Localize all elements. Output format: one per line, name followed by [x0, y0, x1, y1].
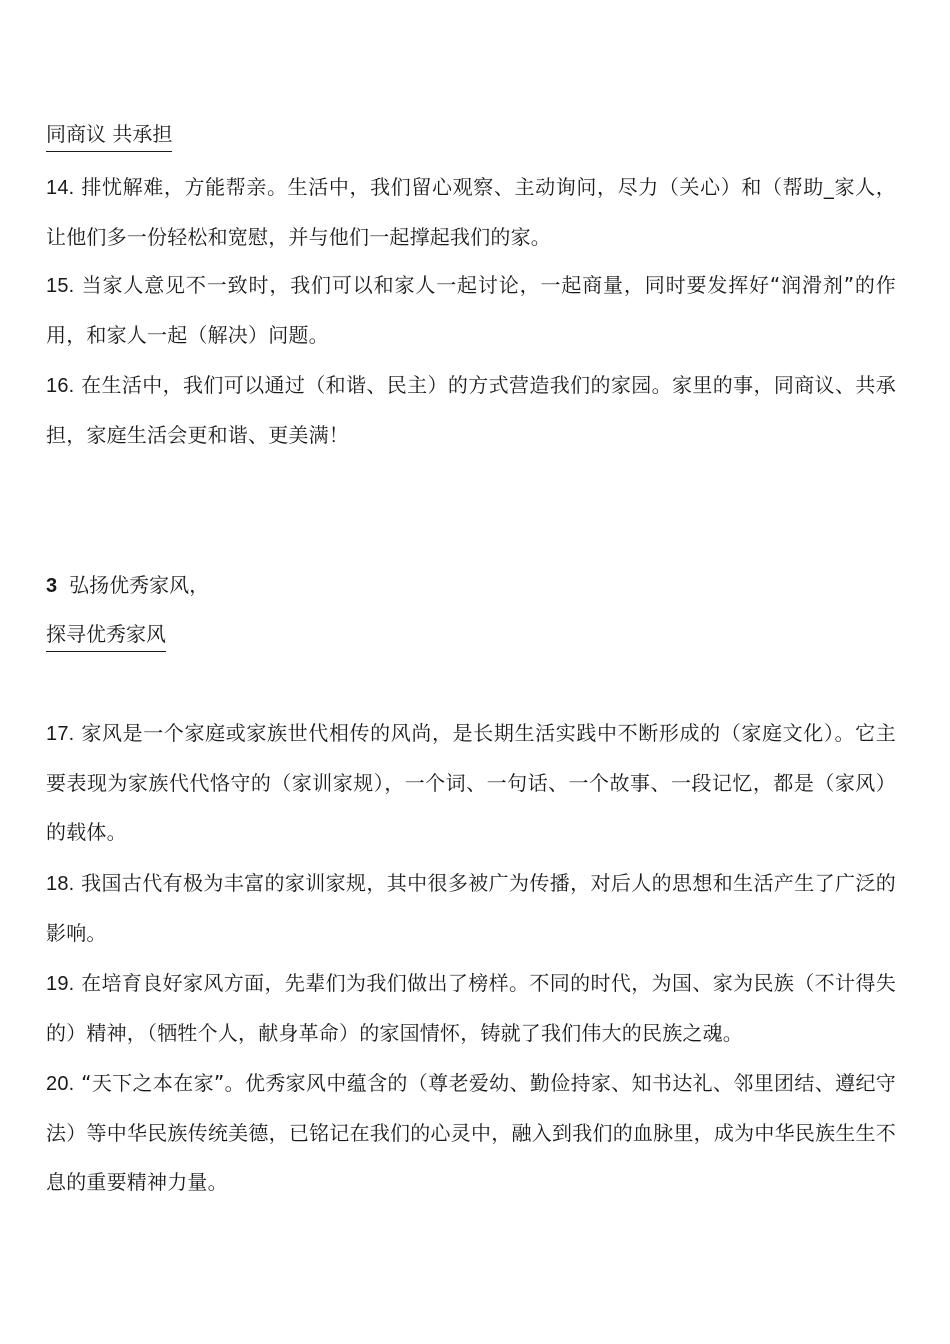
section-heading-discuss	[46, 120, 172, 152]
list-item-19	[46, 959, 896, 1058]
item-text: 在生活中，我们可以通过（和谐、民主）的方式营造我们的家园。家里的事，同商议、共承担，家庭生活会更和谐、更美满！	[46, 373, 896, 447]
item-text: 在培育良好家风方面，先辈们为我们做出了榜样。不同的时代，为国、家为民族（不计得失的）精神，（牺牲个人，献身革命）的家国情怀，铸就了我们伟大的民族之魂。	[46, 971, 896, 1045]
list-item-20	[46, 1059, 896, 1207]
item-text: 当家人意见不一致时，我们可以和家人一起讨论，一起商量，同时要发挥好“润滑剂”的作用，和家人一起（解决）问题。	[46, 273, 896, 347]
item-number: 19.	[46, 973, 75, 995]
section-heading-text: 探寻优秀家风	[46, 620, 166, 652]
chapter-title-text: 弘扬优秀家风，	[69, 573, 210, 597]
item-number: 15.	[46, 275, 75, 297]
item-text: “天下之本在家”。优秀家风中蕴含的（尊老爱幼、勤俭持家、知书达礼、邻里团结、遵纪守法）等中华民族传统美德，已铭记在我们的心灵中，融入到我们的血脉里，成为中华民族生生不息的重要精神力量。	[46, 1071, 897, 1194]
list-item-16	[46, 361, 896, 460]
item-text: 家风是一个家庭或家族世代相传的风尚，是长期生活实践中不断形成的（家庭文化）。它主要表现为家族代代恪守的（家训家规），一个词、一句话、一个故事、一段记忆，都是（家风）的载体。	[46, 721, 896, 844]
list-item-15	[46, 261, 896, 360]
list-item-14	[46, 163, 896, 262]
chapter-title	[46, 571, 209, 600]
item-text: 我国古代有极为丰富的家训家规，其中很多被广为传播，对后人的思想和生活产生了广泛的影响。	[46, 871, 896, 945]
item-number: 18.	[46, 873, 75, 895]
item-number: 20.	[46, 1073, 75, 1095]
item-number: 16.	[46, 375, 75, 397]
item-number: 17.	[46, 723, 75, 745]
item-number: 14.	[46, 177, 75, 199]
section-heading-explore	[46, 620, 166, 652]
chapter-number: 3	[46, 575, 58, 597]
section-heading-text: 同商议 共承担	[46, 120, 172, 152]
list-item-17	[46, 709, 896, 857]
item-text: 排忧解难，方能帮亲。生活中，我们留心观察、主动询问，尽力（关心）和（帮助_家人，让他们多一份轻松和宽慰，并与他们一起撑起我们的家。	[46, 175, 896, 249]
list-item-18	[46, 859, 896, 958]
